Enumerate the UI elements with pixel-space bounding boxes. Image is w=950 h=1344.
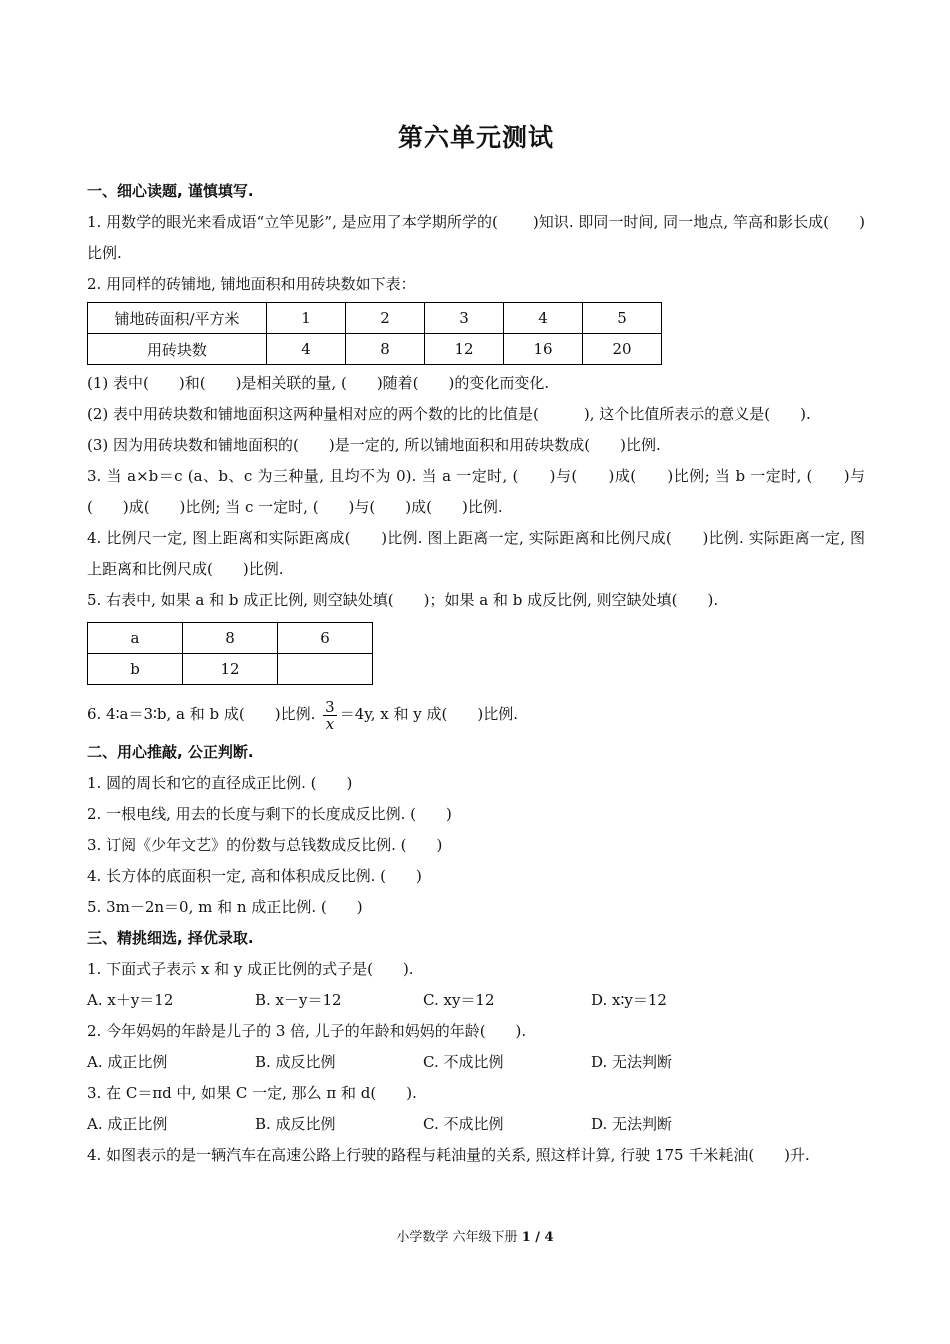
s3-q1-options [87, 985, 865, 1016]
s1-question-2-intro: 2. 用同样的砖铺地, 铺地面积和用砖块数如下表： [87, 275, 416, 293]
page-footer [0, 1226, 950, 1245]
table-row [88, 303, 662, 334]
s1-question-6 [87, 691, 865, 737]
s2-item-3: 3. 订阅《少年文艺》的份数与总钱数成反比例. ( ) [87, 836, 443, 854]
table-cell: 4 [267, 334, 346, 365]
s3-question-3: 3. 在 C＝πd 中, 如果 C 一定, 那么 π 和 d( ). [87, 1084, 417, 1102]
table-row [88, 654, 373, 685]
option-b: B. x－y＝12 [255, 991, 342, 1009]
option-c: C. 不成比例 [423, 1053, 504, 1071]
table-cell: a [88, 623, 183, 654]
s2-item-5: 5. 3m－2n＝0, m 和 n 成正比例. ( ) [87, 898, 363, 916]
table-row [88, 334, 662, 365]
table-cell: 8 [346, 334, 425, 365]
table-cell: 1 [267, 303, 346, 334]
s3-question-4: 4. 如图表示的是一辆汽车在高速公路上行驶的路程与耗油量的关系, 照这样计算, 行驶 175 千米耗油( )升. [87, 1146, 810, 1164]
s3-question-2: 2. 今年妈妈的年龄是儿子的 3 倍, 儿子的年龄和妈妈的年龄( ). [87, 1022, 527, 1040]
table-cell: 12 [425, 334, 504, 365]
s2-item-4: 4. 长方体的底面积一定, 高和体积成反比例. ( ) [87, 867, 422, 885]
table-cell: b [88, 654, 183, 685]
section1-heading: 一、细心读题, 谨慎填写. [87, 182, 254, 200]
option-c: C. xy＝12 [423, 991, 495, 1009]
option-a: A. 成正比例 [87, 1053, 168, 1071]
s3-q2-options [87, 1047, 865, 1078]
q6-fraction [323, 699, 337, 732]
q6-part2: ＝4y, x 和 y 成( )比例. [339, 705, 518, 723]
table-cell: 6 [278, 623, 373, 654]
s1-question-5: 5. 右表中, 如果 a 和 b 成正比例, 则空缺处填( )；如果 a 和 b 成反比例, 则空缺处填( ). [87, 591, 719, 609]
option-d: D. x∶y＝12 [591, 991, 667, 1009]
table-cell: 5 [583, 303, 662, 334]
option-a: A. 成正比例 [87, 1115, 168, 1133]
option-c: C. 不成比例 [423, 1115, 504, 1133]
document-page [87, 118, 865, 1171]
q6-part1: 6. 4∶a＝3∶b, a 和 b 成( )比例. [87, 705, 316, 723]
tile-table [87, 302, 662, 365]
footer-text: 小学数学 六年级下册 [396, 1230, 518, 1245]
table-cell: 3 [425, 303, 504, 334]
s1-question-4: 4. 比例尺一定, 图上距离和实际距离成( )比例. 图上距离一定, 实际距离和比例尺成( )比例. 实际距离一定, 图上距离和比例尺成( )比例. [87, 529, 865, 578]
table-cell [278, 654, 373, 685]
page-title: 第六单元测试 [397, 123, 554, 152]
table-cell: 12 [183, 654, 278, 685]
s1-question-3: 3. 当 a×b＝c (a、b、c 为三种量, 且均不为 0). 当 a 一定时, ( )与( )成( )比例; 当 b 一定时, ( )与( )成( )比例; 当 c 一定时, ( )与( )成( )比例. [87, 467, 865, 516]
s2-item-1: 1. 圆的周长和它的直径成正比例. ( ) [87, 774, 353, 792]
section3-heading: 三、精挑细选, 择优录取. [87, 929, 254, 947]
table-cell: 4 [504, 303, 583, 334]
table-cell: 20 [583, 334, 662, 365]
fraction-numerator: 3 [325, 697, 335, 716]
s1-question-2-1: (1) 表中( )和( )是相关联的量, ( )随着( )的变化而变化. [87, 374, 550, 392]
s3-q3-options [87, 1109, 865, 1140]
table-cell: 用砖块数 [88, 334, 267, 365]
ab-table [87, 622, 373, 685]
s1-question-1: 1. 用数学的眼光来看成语“立竿见影”, 是应用了本学期所学的( )知识. 即同一时间, 同一地点, 竿高和影长成( )比例. [87, 213, 865, 262]
section2-heading: 二、用心推敲, 公正判断. [87, 743, 254, 761]
table-cell: 铺地砖面积/平方米 [88, 303, 267, 334]
s1-question-2-3: (3) 因为用砖块数和铺地面积的( )是一定的, 所以铺地面积和用砖块数成( )比例. [87, 436, 661, 454]
option-d: D. 无法判断 [591, 1053, 673, 1071]
s3-question-1: 1. 下面式子表示 x 和 y 成正比例的式子是( ). [87, 960, 414, 978]
option-b: B. 成反比例 [255, 1115, 336, 1133]
page-number: 1 / 4 [521, 1230, 554, 1245]
table-cell: 8 [183, 623, 278, 654]
option-b: B. 成反比例 [255, 1053, 336, 1071]
table-cell: 2 [346, 303, 425, 334]
s2-item-2: 2. 一根电线, 用去的长度与剩下的长度成反比例. ( ) [87, 805, 452, 823]
table-row [88, 623, 373, 654]
option-a: A. x＋y＝12 [87, 991, 174, 1009]
fraction-denominator: x [325, 714, 335, 733]
s1-question-2-2: (2) 表中用砖块数和铺地面积这两种量相对应的两个数的比的比值是( ), 这个比值所表示的意义是( ). [87, 405, 811, 423]
table-cell: 16 [504, 334, 583, 365]
option-d: D. 无法判断 [591, 1115, 673, 1133]
